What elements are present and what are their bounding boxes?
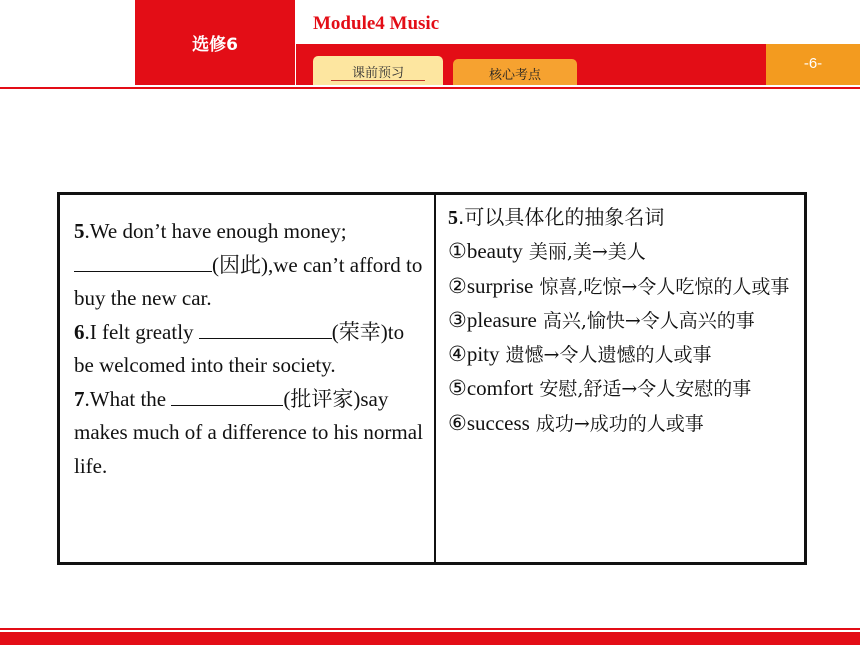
exercise-7-text-b: (批评家)say makes much of a difference to his normal life. — [74, 386, 423, 478]
note-word: success — [466, 410, 530, 435]
note-item — [448, 235, 798, 269]
note-marker: ① — [448, 239, 467, 264]
note-meaning: 高兴,愉快→令人高兴的事 — [536, 309, 755, 332]
book-label: 选修6 — [192, 35, 238, 55]
note-meaning: 成功→成功的人或事 — [529, 412, 704, 435]
note-meaning: 安慰,舒适→令人安慰的事 — [533, 378, 752, 401]
note-meaning: 惊喜,吃惊→令人吃惊的人或事 — [533, 275, 790, 298]
exercise-7-number: 7 — [74, 386, 85, 411]
notes-column — [436, 195, 804, 562]
footer-rule-thin — [0, 628, 860, 630]
note-marker: ④ — [448, 342, 467, 367]
note-marker: ⑤ — [448, 376, 467, 401]
exercise-6-text-b: (荣幸)to be welcomed into their society. — [74, 319, 405, 377]
header-rule — [0, 87, 860, 89]
exercise-6-number: 6 — [74, 319, 85, 344]
exercise-6 — [74, 316, 424, 383]
exercise-7 — [74, 383, 424, 484]
note-meaning: 美丽,美→美人 — [522, 241, 646, 264]
tab-preview[interactable]: 课前预习 — [313, 56, 443, 85]
note-marker: ③ — [448, 307, 467, 332]
exercise-5-number: 5 — [74, 219, 85, 243]
note-item — [448, 407, 798, 441]
notes-heading-text: .可以具体化的抽象名词 — [458, 205, 665, 229]
page-number: -6- — [803, 55, 823, 72]
note-word: surprise — [466, 273, 534, 298]
answer-blank-6[interactable] — [199, 318, 332, 339]
note-word: beauty — [466, 239, 523, 264]
exercise-column — [60, 195, 436, 562]
content-table — [57, 192, 807, 565]
exercise-5-text-b: (因此),we can’t afford to buy the new car. — [74, 252, 423, 310]
header-left-blank — [0, 0, 135, 85]
exercise-5-text-a: .We don’t have enough money; — [84, 219, 347, 243]
note-word: pity — [466, 342, 500, 367]
note-item — [448, 338, 798, 372]
notes-heading — [448, 201, 798, 235]
note-word: pleasure — [466, 307, 537, 332]
note-meaning: 遗憾→令人遗憾的人或事 — [499, 344, 712, 367]
tab-key-points[interactable]: 核心考点 — [453, 59, 577, 85]
notes-heading-number: 5 — [448, 207, 458, 229]
exercise-5 — [74, 215, 424, 316]
module-title: Module4 Music — [313, 13, 440, 34]
answer-blank-7[interactable] — [171, 385, 283, 406]
note-marker: ⑥ — [448, 410, 467, 435]
note-item — [448, 270, 798, 304]
note-word: comfort — [466, 376, 534, 401]
exercise-6-text-a: .I felt greatly — [84, 319, 199, 344]
note-marker: ② — [448, 273, 467, 298]
note-item — [448, 372, 798, 406]
exercise-7-text-a: .What the — [84, 386, 172, 411]
footer-rule-thick — [0, 632, 860, 645]
answer-blank-5[interactable] — [74, 251, 212, 272]
note-item — [448, 304, 798, 338]
